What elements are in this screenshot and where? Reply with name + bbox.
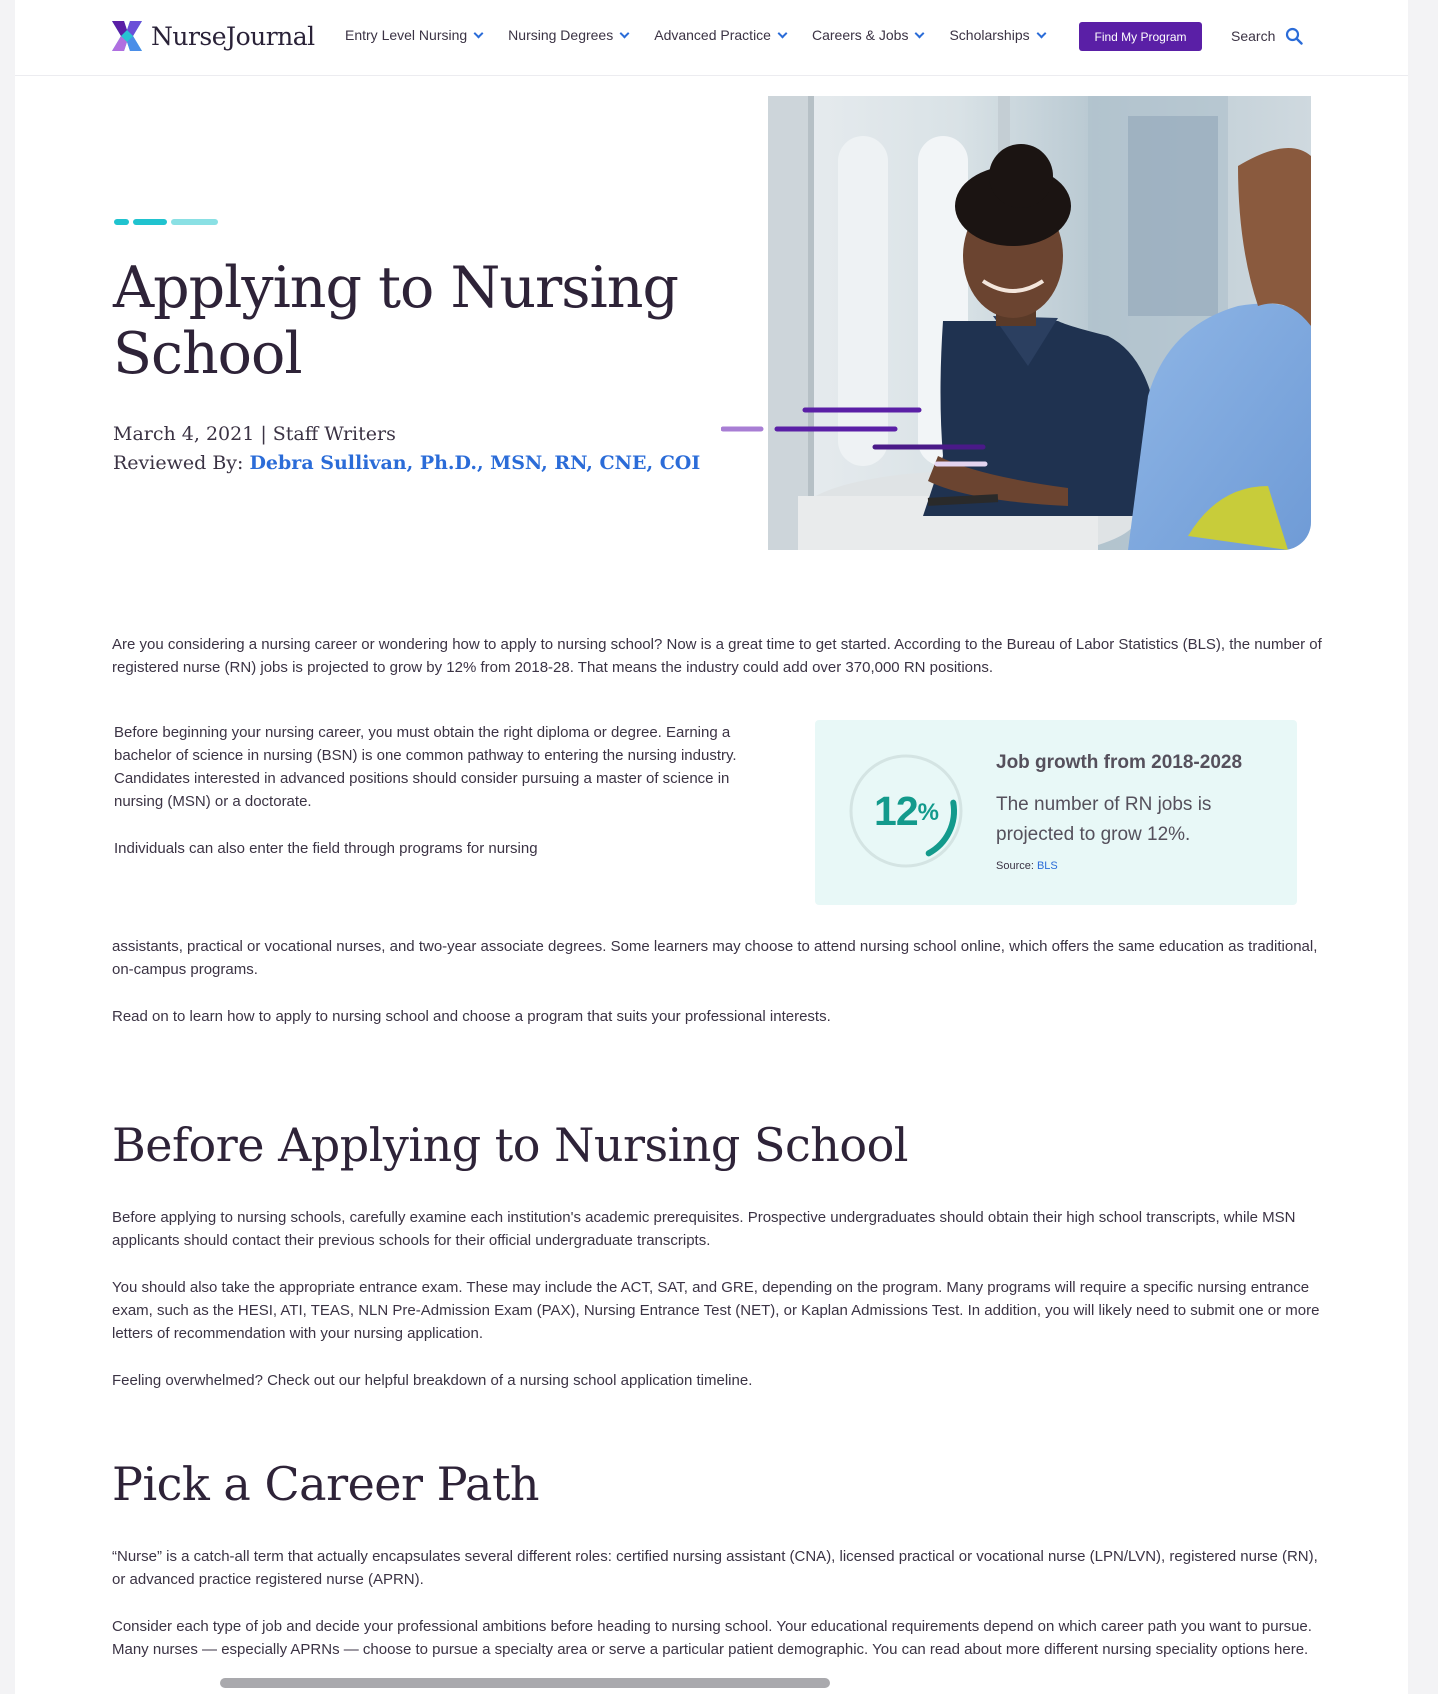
intro-paragraph-5: Read on to learn how to apply to nursing school and choose a program that suits your professional interests. [112,1008,831,1025]
chevron-down-icon [915,28,925,38]
nav-entry-level-nursing[interactable] [345,27,482,43]
chevron-down-icon [1036,28,1046,38]
stat-source [996,860,1058,872]
section1-paragraph-2: You should also take the appropriate entrance exam. These may include the ACT, SAT, and GRE, depending on the program. Many programs will require a specific nursing entrance exam, such as the HESI, ATI, TEAS, NLN Pre-Admission Exam (PAX), Nursing Entrance Test (NET), or Kaplan Admissions Test. In addition, you will likely need to submit one or more letters of recommendation with your nursing application. [112,1279,1320,1342]
intro-paragraph-3: Individuals can also enter the field through programs for nursing [114,840,538,857]
chevron-down-icon [474,28,484,38]
stat-unit: % [917,799,938,826]
stat-number: 12 [874,787,918,834]
section1-paragraph-3: Feeling overwhelmed? Check out our helpful breakdown of a nursing school application timeline. [112,1372,753,1389]
stat-value [846,751,966,871]
search-button[interactable] [1231,27,1303,45]
logo-icon [109,18,145,54]
reviewed-by [113,449,700,478]
logo-text: NurseJournal [151,21,315,51]
article-meta [113,420,700,478]
reviewer-link[interactable]: Debra Sullivan, Ph.D., MSN, RN, CNE, COI [249,452,701,474]
nav-nursing-degrees[interactable] [508,27,628,43]
chevron-down-icon [620,28,630,38]
intro-paragraph-1: Are you considering a nursing career or wondering how to apply to nursing school? Now is a great time to get started. According to the Bureau of Labor Statistics (BLS), the number of registered nurse (RN) jobs is projected to grow by 12% from 2018-28. That means the industry could add over 370,000 RN positions. [112,636,1322,676]
nav-label: Nursing Degrees [508,27,614,43]
page-title: Applying to Nursing School [113,255,678,387]
horizontal-scrollbar[interactable] [220,1678,830,1688]
section2-paragraph-2: Consider each type of job and decide your professional ambitions before heading to nursing school. Your educational requirements depend on which career path you want to pursue. Many nurses — especially APRNs — choose to pursue a specialty area or serve a particular patient demographic. You can read about more different nursing speciality options here. [112,1618,1312,1658]
section-heading-before-applying: Before Applying to Nursing School [112,1118,908,1172]
intro-paragraph-4: assistants, practical or vocational nurses, and two-year associate degrees. Some learners may choose to attend nursing school online, which offers the same education as traditional, on-campus programs. [112,938,1318,978]
nav-label: Entry Level Nursing [345,27,468,43]
reviewed-prefix: Reviewed By: [113,452,250,474]
title-accent-dashes [114,219,222,225]
stat-title: Job growth from 2018-2028 [996,752,1243,773]
date-author: March 4, 2021 | Staff Writers [113,423,396,445]
main-nav [345,27,1071,43]
nav-scholarships[interactable] [949,27,1044,43]
search-icon [1285,27,1303,45]
nav-advanced-practice[interactable] [654,27,786,43]
nav-label: Scholarships [949,27,1030,43]
section2-paragraph-1: “Nurse” is a catch-all term that actually encapsulates several different roles: certified nursing assistant (CNA), licensed practical or vocational nurse (LPN/LVN), registered nurse (RN), or advanced practice registered nurse (APRN). [112,1548,1318,1588]
hero-image [768,96,1311,550]
chevron-down-icon [778,28,788,38]
nav-careers-jobs[interactable] [812,27,923,43]
source-link-bls[interactable]: BLS [1036,860,1058,872]
section-heading-career-path: Pick a Career Path [112,1457,540,1511]
stat-description: The number of RN jobs is projected to grow 12%. [996,794,1212,845]
site-header [15,0,1408,76]
source-label: Source: [996,860,1037,872]
logo[interactable] [109,18,315,54]
intro-paragraph-2: Before beginning your nursing career, you must obtain the right diploma or degree. Earning a bachelor of science in nursing (BSN) is one common pathway to entering the nursing industry. Candidates interested in advanced positions should consider pursuing a master of science in nursing (MSN) or a doctorate. [114,724,737,810]
nav-label: Careers & Jobs [811,27,909,43]
search-label: Search [1231,28,1276,44]
page [15,0,1408,1694]
nav-label: Advanced Practice [654,27,771,43]
find-my-program-button[interactable]: Find My Program [1079,22,1202,51]
hero-accent-lines [721,402,991,472]
section1-paragraph-1: Before applying to nursing schools, carefully examine each institution's academic prerequisites. Prospective undergraduates should obtain their high school transcripts, while MSN applicants should contact their previous schools for their official undergraduate transcripts. [112,1209,1296,1249]
job-growth-card [815,720,1297,905]
